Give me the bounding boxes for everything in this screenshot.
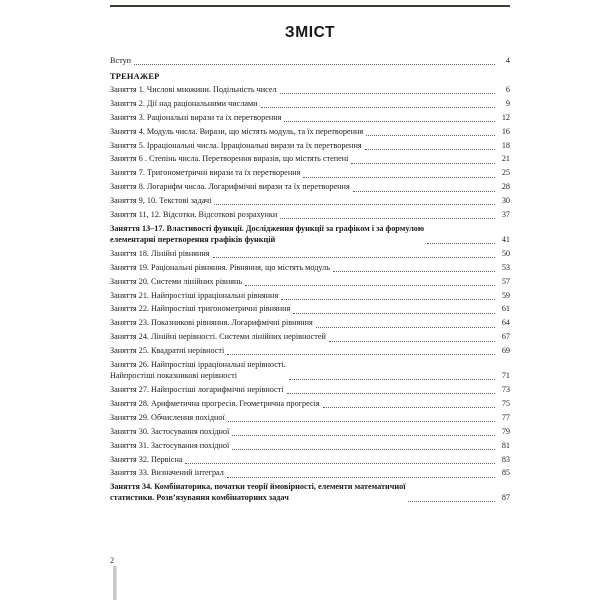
toc-entry-line-1: Заняття 4. Модуль числа. Вирази, що містять модуль, та їх перетворення bbox=[110, 126, 364, 136]
toc-entry-line-1: Заняття 31. Застосування похідної bbox=[110, 440, 230, 450]
toc-page-number: 67 bbox=[501, 332, 510, 342]
toc-entry-label bbox=[110, 332, 326, 343]
toc-entry-line-1: Заняття 32. Первісна bbox=[110, 454, 183, 464]
toc-entry[interactable] bbox=[110, 482, 510, 504]
toc-entry-label bbox=[110, 168, 300, 179]
toc-entry-label bbox=[110, 127, 363, 138]
toc-entry[interactable] bbox=[110, 210, 510, 221]
book-spine-shadow bbox=[113, 566, 117, 600]
toc-entry-label bbox=[110, 113, 281, 124]
toc-leader-dots bbox=[232, 449, 495, 450]
toc-entry[interactable] bbox=[110, 360, 510, 382]
toc-page-number: 61 bbox=[501, 304, 510, 314]
toc-entry-line-1: Заняття 3. Раціональні вирази та їх перетворення bbox=[110, 112, 282, 122]
toc-entry-label bbox=[110, 318, 313, 329]
toc-entry-label bbox=[110, 427, 229, 438]
toc-entry-line-1: Заняття 13–17. Властивості функції. Дослідження функції за графіком і за формулою bbox=[110, 224, 425, 234]
toc-entry[interactable] bbox=[110, 468, 510, 479]
toc-leader-dots bbox=[245, 285, 495, 286]
toc-entry[interactable] bbox=[110, 154, 510, 165]
toc-page-number: 4 bbox=[505, 56, 510, 65]
toc-page-number: 73 bbox=[501, 384, 510, 394]
toc-page-number: 79 bbox=[501, 426, 510, 436]
toc-page-number: 50 bbox=[501, 248, 510, 258]
toc-entry[interactable] bbox=[110, 263, 510, 274]
toc-entry-line-1: Заняття 6 . Степінь числа. Перетворення виразів, що містять степені bbox=[110, 154, 349, 164]
toc-entry[interactable] bbox=[110, 427, 510, 438]
toc-entry-line-1: Заняття 7. Тригонометричні вирази та їх перетворення bbox=[110, 168, 301, 178]
toc-entry-label bbox=[110, 196, 211, 207]
toc-entry-line-1: Заняття 21. Найпростіші ірраціональні рівняння bbox=[110, 290, 279, 300]
page-title: ЗМІСТ bbox=[284, 24, 336, 41]
toc-entry-line-1: Заняття 23. Показникові рівняння. Логарифмічні рівняння bbox=[110, 318, 313, 328]
toc-entry-label bbox=[110, 277, 242, 288]
toc-entry-label bbox=[110, 291, 278, 302]
toc-entry[interactable] bbox=[110, 413, 510, 424]
toc-page-number: 83 bbox=[501, 454, 510, 464]
toc-page-number: 57 bbox=[501, 276, 510, 286]
toc-leader-dots bbox=[281, 299, 495, 300]
toc-entry-line-1: Заняття 29. Обчислення похідної bbox=[110, 412, 225, 422]
toc-leader-dots bbox=[289, 379, 495, 380]
toc-entry[interactable] bbox=[110, 277, 510, 288]
toc-page-number: 71 bbox=[501, 371, 510, 380]
toc-entry-label bbox=[110, 141, 362, 152]
toc-leader-dots bbox=[333, 271, 495, 272]
page-folio-number: 2 bbox=[110, 556, 114, 565]
toc-leader-dots bbox=[351, 163, 495, 164]
toc-entry[interactable] bbox=[110, 441, 510, 452]
toc-entry-line-1: Заняття 22. Найпростіші тригонометричні рівняння bbox=[110, 304, 291, 314]
toc-page-number: 87 bbox=[501, 493, 510, 503]
toc-entry-label bbox=[110, 413, 225, 424]
toc-entries-host bbox=[110, 85, 510, 504]
toc-page-number: 75 bbox=[501, 398, 510, 408]
toc-entry-line-1: Заняття 1. Числові множини. Подільність чисел bbox=[110, 84, 277, 94]
toc-leader-dots bbox=[232, 435, 495, 436]
toc-entry[interactable] bbox=[110, 196, 510, 207]
toc-entry-label bbox=[110, 441, 229, 452]
toc-entry[interactable] bbox=[110, 113, 510, 124]
toc-entry-line-1: Заняття 9, 10. Текстові задачі bbox=[110, 196, 212, 206]
toc-page-number: 81 bbox=[501, 440, 510, 450]
toc-entry-label bbox=[110, 482, 405, 504]
toc-entry[interactable] bbox=[110, 85, 510, 96]
toc-entry-line-1: Заняття 2. Дії над раціональними числами bbox=[110, 98, 258, 108]
toc-entry-label: Вступ bbox=[110, 56, 132, 65]
toc-entry-line-1: Заняття 33. Визначений інтеграл bbox=[110, 468, 224, 478]
toc-entry[interactable] bbox=[110, 332, 510, 343]
toc-entry-line-1: Заняття 26. Найпростіші ірраціональні нерівності. bbox=[110, 360, 286, 370]
toc-page-number: 41 bbox=[501, 234, 510, 244]
toc-entry-line-1: Заняття 8. Логарифм числа. Логарифмічні вирази та їх перетворення bbox=[110, 182, 350, 192]
toc-leader-dots bbox=[293, 313, 495, 314]
toc-entry-label bbox=[110, 224, 424, 246]
toc-entry[interactable] bbox=[110, 304, 510, 315]
toc-list bbox=[110, 56, 510, 504]
toc-entry[interactable] bbox=[110, 224, 510, 246]
toc-entry-line-1: Заняття 28. Арифметична прогресія. Геометрична прогресія bbox=[110, 398, 320, 408]
toc-page-number: 53 bbox=[501, 262, 510, 272]
toc-entry[interactable] bbox=[110, 385, 510, 396]
toc-leader-dots bbox=[280, 218, 495, 219]
toc-entry-label bbox=[110, 399, 320, 410]
toc-entry-label bbox=[110, 154, 348, 165]
toc-entry-label bbox=[110, 210, 277, 221]
toc-entry-label bbox=[110, 360, 286, 382]
toc-leader-dots bbox=[227, 477, 495, 478]
toc-entry-line-1: Заняття 18. Лінійні рівняння bbox=[110, 248, 210, 258]
toc-entry-line-2: елементарні перетворення графіків функцій bbox=[110, 234, 276, 244]
toc-leader-dots bbox=[408, 501, 495, 502]
toc-leader-dots bbox=[329, 341, 495, 342]
toc-entry-label bbox=[110, 385, 284, 396]
toc-page-number: 37 bbox=[501, 210, 510, 220]
toc-entry[interactable] bbox=[110, 127, 510, 138]
toc-leader-dots bbox=[303, 177, 495, 178]
page-top-rule bbox=[110, 5, 510, 7]
toc-entry-label bbox=[110, 468, 224, 479]
toc-entry-label bbox=[110, 346, 224, 357]
toc-leader-dots bbox=[227, 354, 495, 355]
toc-leader-dots bbox=[214, 204, 495, 205]
toc-entry-line-2: статистики. Розв’язування комбінаторних задач bbox=[110, 493, 289, 503]
toc-leader-dots bbox=[316, 327, 495, 328]
toc-entry-line-1: Заняття 11, 12. Відсотки. Відсоткові розрахунки bbox=[110, 210, 278, 220]
toc-page-number: 12 bbox=[501, 112, 510, 122]
toc-entry[interactable] bbox=[110, 399, 510, 410]
toc-entry[interactable] bbox=[110, 318, 510, 329]
toc-entry[interactable] bbox=[110, 182, 510, 193]
toc-page-number: 6 bbox=[505, 84, 510, 94]
toc-entry-line-1: Заняття 20. Системи лінійних рівнянь bbox=[110, 276, 243, 286]
toc-leader-dots bbox=[353, 191, 495, 192]
toc-leader-dots bbox=[287, 393, 496, 394]
toc-section-heading: ТРЕНАЖЕР bbox=[110, 71, 160, 81]
toc-entry-line-1: Заняття 24. Лінійні нерівності. Системи лінійних нерівностей bbox=[110, 332, 326, 342]
toc-page-number: 9 bbox=[505, 98, 510, 108]
toc-leader-dots bbox=[427, 243, 495, 244]
toc-entry-line-2: Найпростіші показникові нерівності bbox=[110, 371, 238, 380]
toc-page-number: 28 bbox=[501, 182, 510, 192]
toc-entry[interactable] bbox=[110, 141, 510, 152]
toc-page-number: 69 bbox=[501, 346, 510, 356]
toc-entry-line-1: Заняття 25. Квадратні нерівності bbox=[110, 346, 225, 356]
toc-entry-line-1: Заняття 19. Раціональні рівняння. Рівняння, що містять модуль bbox=[110, 262, 330, 272]
toc-page-number: 77 bbox=[501, 412, 510, 422]
toc-leader-dots bbox=[185, 463, 495, 464]
toc-entry[interactable] bbox=[110, 249, 510, 260]
toc-entry[interactable] bbox=[110, 99, 510, 110]
toc-leader-dots bbox=[365, 149, 495, 150]
toc-content bbox=[110, 24, 510, 507]
toc-leader-dots bbox=[213, 257, 495, 258]
toc-page-number: 30 bbox=[501, 196, 510, 206]
toc-entry[interactable] bbox=[110, 346, 510, 357]
toc-leader-dots bbox=[366, 135, 495, 136]
toc-page-number: 16 bbox=[501, 126, 510, 136]
toc-page-number: 59 bbox=[501, 290, 510, 300]
toc-leader-dots bbox=[261, 107, 495, 108]
toc-entry-label bbox=[110, 182, 350, 193]
toc-entry-label bbox=[110, 304, 290, 315]
toc-entry-label bbox=[110, 249, 210, 260]
toc-page-number: 21 bbox=[501, 154, 510, 164]
toc-leader-dots bbox=[323, 407, 495, 408]
toc-entry[interactable] bbox=[110, 291, 510, 302]
toc-entry[interactable] bbox=[110, 168, 510, 179]
toc-entry-label bbox=[110, 99, 258, 110]
toc-entry-label bbox=[110, 263, 330, 274]
toc-leader-dots bbox=[134, 64, 495, 65]
toc-page-number: 85 bbox=[501, 468, 510, 478]
toc-entry-line-1: Заняття 27. Найпростіші логарифмічні нерівності bbox=[110, 384, 284, 394]
toc-entry-label bbox=[110, 455, 182, 466]
toc-entry-intro[interactable] bbox=[110, 56, 510, 67]
toc-entry-line-1: Заняття 30. Застосування похідної bbox=[110, 426, 230, 436]
toc-leader-dots bbox=[280, 93, 495, 94]
toc-entry-label bbox=[110, 85, 277, 96]
toc-entry-line-1: Заняття 5. Ірраціональні числа. Ірраціональні вирази та їх перетворення bbox=[110, 140, 362, 150]
toc-page-number: 25 bbox=[501, 168, 510, 178]
toc-page-number: 18 bbox=[501, 140, 510, 150]
toc-entry-line-1: Заняття 34. Комбінаторика, початки теорії ймовірності, елементи математичної bbox=[110, 482, 406, 492]
toc-entry[interactable] bbox=[110, 455, 510, 466]
toc-page-number: 64 bbox=[501, 318, 510, 328]
toc-leader-dots bbox=[284, 121, 495, 122]
toc-leader-dots bbox=[228, 421, 495, 422]
